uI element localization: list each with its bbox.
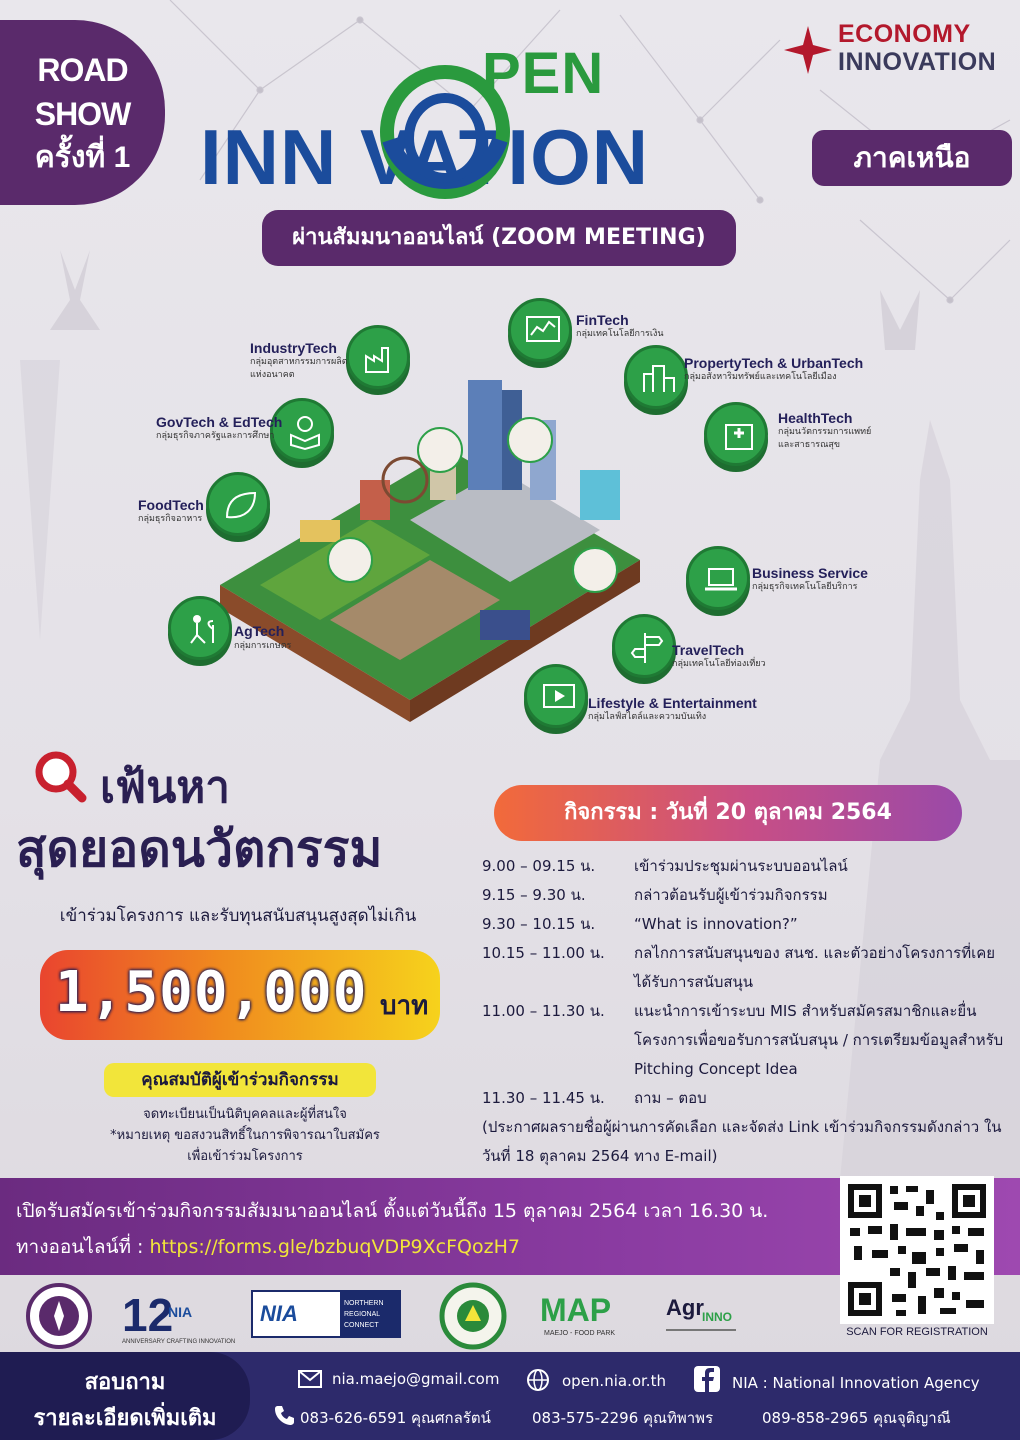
schedule-desc: ถาม – ตอบ: [634, 1089, 707, 1107]
region-badge: ภาคเหนือ: [812, 130, 1012, 186]
globe-icon: [526, 1368, 550, 1392]
svg-text:CONNECT: CONNECT: [344, 1322, 379, 1329]
roadshow-badge: [0, 20, 165, 205]
lightbulb-book-icon: [287, 413, 323, 449]
cat-name-healthtech: HealthTech: [778, 410, 853, 426]
cat-name-agtech: AgTech: [234, 623, 285, 639]
schedule-row: [482, 1084, 1012, 1113]
title-open: PEN: [482, 41, 605, 106]
svg-text:MAEJO - FOOD PARK: MAEJO - FOOD PARK: [544, 1330, 616, 1337]
cat-sub: กลุ่มธุรกิจอาหาร: [138, 514, 203, 524]
industrytech-circle: [346, 325, 410, 389]
cat-name-foodtech: FoodTech: [138, 497, 204, 513]
fintech-circle: [508, 298, 572, 362]
schedule-time: 9.00 – 09.15 น.: [482, 857, 596, 875]
schedule-time: 11.30 – 11.45 น.: [482, 1089, 605, 1107]
schedule-time: 9.30 – 10.15 น.: [482, 915, 596, 933]
headline-innovation: สุดยอดนวัตกรรม: [16, 820, 383, 878]
schedule-time: 9.15 – 9.30 น.: [482, 886, 586, 904]
cat-sub: กลุ่มอุตสาหกรรมการผลิต: [250, 357, 348, 367]
cat-sub: แห่งอนาคต: [250, 370, 295, 380]
qualification-text: [40, 1104, 450, 1167]
schedule-desc: กลไกการสนับสนุนของ สนช. และตัวอย่างโครงการที่เคยได้รับการสนับสนุน: [634, 944, 996, 991]
qualification-title: คุณสมบัติผู้เข้าร่วมกิจกรรม: [104, 1063, 376, 1097]
svg-text:12: 12: [122, 1289, 174, 1341]
registration-link[interactable]: https://forms.gle/bzbuqVDP9XcFQozH7: [149, 1236, 520, 1258]
cat-sub: กลุ่มนวัตกรรมการแพทย์: [778, 427, 872, 437]
factory-icon: [363, 340, 399, 376]
footer-phone[interactable]: 083-626-6591 คุณศกลรัตน์: [300, 1409, 491, 1427]
roadshow-line: SHOW: [34, 96, 131, 132]
roadshow-round: ครั้งที่ 1: [34, 141, 131, 174]
registration-text: เปิดรับสมัครเข้าร่วมกิจกรรมสัมมนาออนไลน์ ตั้งแต่วันนี้ถึง 15 ตุลาคม 2564 เวลา 16.30 น.: [16, 1200, 769, 1222]
business-service-circle: [686, 546, 750, 610]
qr-label: SCAN FOR REGISTRATION: [846, 1326, 988, 1338]
cat-sub: กลุ่มไลฟ์สไตล์และความบันเทิง: [588, 712, 707, 722]
ministry-seal-logo: [24, 1283, 94, 1349]
govtech-circle: [270, 398, 334, 462]
laptop-icon: [703, 561, 739, 597]
facebook-icon: [694, 1366, 720, 1392]
footer-phone[interactable]: 083-575-2296 คุณทิพาพร: [532, 1409, 714, 1427]
headline-find: เฟ้นหา: [100, 762, 230, 813]
svg-text:REGIONAL: REGIONAL: [344, 1311, 381, 1318]
schedule-title: กิจกรรม : วันที่ 20 ตุลาคม 2564: [494, 785, 962, 841]
footer-title: สอบถาม: [84, 1370, 166, 1395]
footer-facebook[interactable]: NIA : National Innovation Agency: [732, 1374, 980, 1392]
phone-icon: [274, 1404, 294, 1426]
innovation-label: INNOVATION: [838, 48, 997, 76]
farmer-icon: [185, 611, 221, 647]
qual-line: *หมายเหตุ ขอสงวนสิทธิ์ในการพิจารณาใบสมัคร: [110, 1128, 380, 1143]
signpost-icon: [629, 629, 665, 665]
partner-logos: [0, 1275, 840, 1351]
healthtech-circle: [704, 402, 768, 466]
maejo-university-logo: [440, 1283, 506, 1349]
cat-sub: กลุ่มเทคโนโลยีท่องเที่ยว: [672, 659, 766, 669]
o-ring-icon: [378, 60, 513, 200]
maejo-food-park-logo: [538, 1289, 638, 1341]
svg-text:NORTHERN: NORTHERN: [344, 1300, 384, 1307]
footer-website[interactable]: open.nia.or.th: [562, 1372, 666, 1390]
search-icon: [34, 750, 86, 802]
cat-sub: กลุ่มธุรกิจภาครัฐและการศึกษา: [156, 431, 275, 441]
cat-sub: กลุ่มการเกษตร: [234, 641, 292, 651]
svg-text:Agr: Agr: [666, 1295, 704, 1320]
prize-unit: บาท: [380, 991, 429, 1021]
join-text: เข้าร่วมโครงการ และรับทุนสนับสนุนสูงสุดไม่เกิน: [59, 906, 417, 926]
cat-sub: กลุ่มเทคโนโลยีการเงิน: [576, 329, 664, 339]
prize-amount: 1,500,000: [55, 960, 368, 1025]
agri-inno-logo: [664, 1289, 744, 1341]
foodtech-circle: [206, 472, 270, 536]
nia-anniversary-logo: [118, 1283, 236, 1347]
schedule-desc: “What is innovation?”: [634, 915, 798, 933]
smart-city-illustration: [200, 330, 660, 730]
schedule-time: 10.15 – 11.00 น.: [482, 944, 605, 962]
schedule-row: [482, 852, 1012, 881]
registration-prefix: ทางออนไลน์ที่ :: [16, 1236, 150, 1258]
schedule-desc: แนะนำการเข้าระบบ MIS สำหรับสมัครสมาชิกและยื่นโครงการเพื่อขอรับการสนับสนุน / การเตรียมข้อมูลสำหรับ Pitching Concept Idea: [634, 1002, 1004, 1078]
cat-name-fintech: FinTech: [576, 312, 629, 328]
svg-text:NIA: NIA: [260, 1301, 298, 1326]
economy-label: ECONOMY: [838, 20, 971, 48]
agtech-circle: [168, 596, 232, 660]
schedule-row: [482, 881, 1012, 910]
footer-email[interactable]: nia.maejo@gmail.com: [332, 1370, 500, 1388]
open-innovation-title: [200, 40, 820, 200]
cat-name-propertytech: PropertyTech & UrbanTech: [684, 355, 864, 371]
cat-name-traveltech: TravelTech: [672, 642, 745, 658]
cat-name-industrytech: IndustryTech: [250, 340, 337, 356]
svg-text:MAP: MAP: [540, 1292, 612, 1328]
footer-subtitle: รายละเอียดเพิ่มเติม: [33, 1406, 217, 1431]
traveltech-circle: [612, 614, 676, 678]
propertytech-circle: [624, 345, 688, 409]
media-icon: [541, 679, 577, 715]
svg-text:INNO: INNO: [702, 1310, 732, 1324]
leaf-icon: [223, 487, 259, 523]
chart-icon: [525, 313, 561, 349]
svg-text:NIA: NIA: [168, 1304, 193, 1320]
schedule-desc: กล่าวต้อนรับผู้เข้าร่วมกิจกรรม: [634, 886, 828, 904]
title-innovation: INN VATION: [200, 113, 650, 201]
schedule-note: (ประกาศผลรายชื่อผู้ผ่านการคัดเลือก และจัดส่ง Link เข้าร่วมกิจกรรมดังกล่าว ในวันที่ 18 ตุลาคม 2564 ทาง E-mail): [482, 1118, 1002, 1165]
buildings-icon: [641, 360, 677, 396]
schedule-row: [482, 910, 1012, 939]
mail-icon: [298, 1370, 322, 1388]
cat-name-lifestyle: Lifestyle & Entertainment: [588, 695, 757, 711]
schedule-row: [482, 997, 1012, 1084]
footer-phone[interactable]: 089-858-2965 คุณจุติญาณี: [762, 1409, 951, 1427]
schedule-desc: เข้าร่วมประชุมผ่านระบบออนไลน์: [634, 857, 848, 875]
cat-sub: กลุ่มอสังหาริมทรัพย์และเทคโนโลยีเมือง: [684, 372, 837, 382]
roadshow-line: ROAD: [37, 52, 128, 88]
schedule-list: [482, 852, 1012, 1171]
hospital-icon: [721, 417, 757, 453]
cat-name-govtech: GovTech & EdTech: [156, 414, 283, 430]
registration-online: [16, 1232, 520, 1262]
cat-sub: กลุ่มธุรกิจเทคโนโลยีบริการ: [752, 582, 858, 592]
qual-line: จดทะเบียนเป็นนิติบุคคลและผู้ที่สนใจ: [143, 1107, 347, 1122]
format-badge: ผ่านสัมมนาออนไลน์ (ZOOM MEETING): [262, 210, 736, 266]
svg-text:ANNIVERSARY CRAFTING INNOVATI: ANNIVERSARY CRAFTING INNOVATION: [122, 1339, 236, 1345]
schedule-time: 11.00 – 11.30 น.: [482, 1002, 605, 1020]
nia-northern-logo: [252, 1291, 400, 1337]
cat-name-business-service: Business Service: [752, 565, 868, 581]
cat-sub: และสาธารณสุข: [778, 440, 841, 450]
qual-line: เพื่อเข้าร่วมโครงการ: [187, 1149, 303, 1164]
schedule-row: [482, 939, 1012, 997]
lifestyle-circle: [524, 664, 588, 728]
qr-code[interactable]: [840, 1176, 994, 1324]
